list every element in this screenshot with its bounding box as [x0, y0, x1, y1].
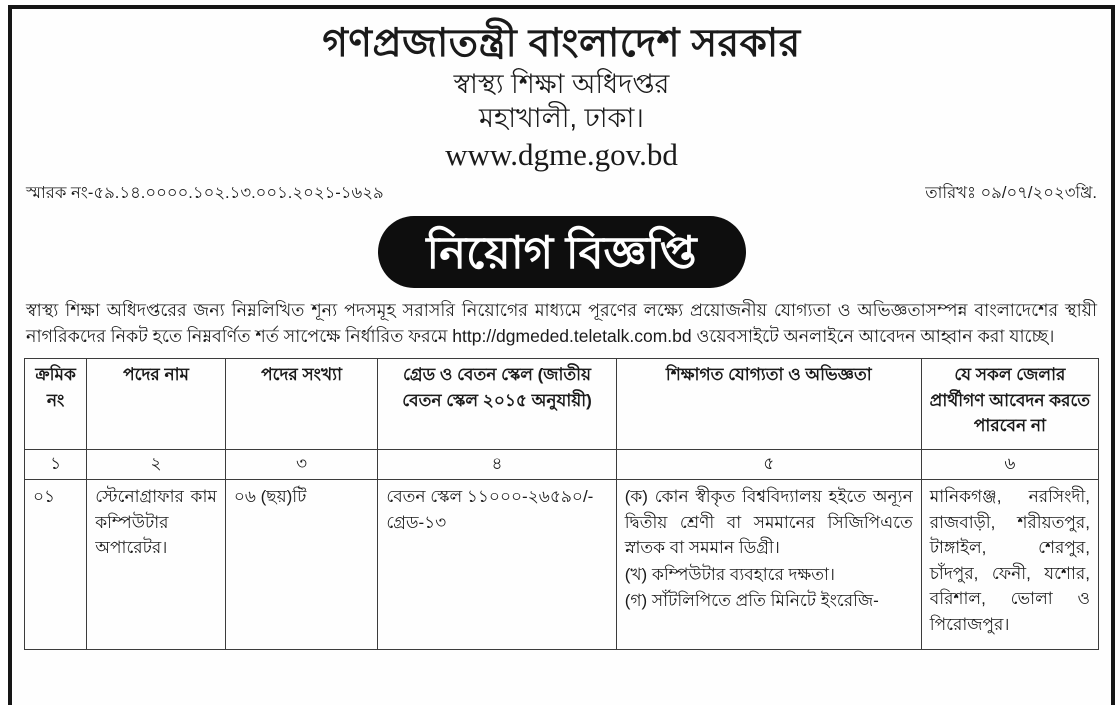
grade-pay-line: গ্রেড-১৩	[386, 512, 447, 532]
header-qualifications: শিক্ষাগত যোগ্যতা ও অভিজ্ঞতা	[616, 359, 921, 450]
column-number-row	[25, 449, 1099, 480]
memo-number: স্মারক নং-৫৯.১৪.০০০০.১০২.১৩.০০১.২০২১-১৬২৯	[26, 184, 384, 203]
header-serial: ক্রমিক নং	[25, 359, 87, 450]
address-line: মহাখালী, ঢাকা।	[479, 102, 644, 133]
column-number-5: ৫	[616, 449, 921, 480]
directorate-title: স্বাস্থ্য শিক্ষা অধিদপ্তর	[453, 69, 670, 100]
column-number-3: ৩	[225, 449, 378, 480]
qualification-item: (ক) কোন স্বীকৃত বিশ্ববিদ্যালয় হইতে অন্যূন দ্বিতীয় শ্রেণী বা সমমানের সিজিপিএতে স্নাতক বা সমমান ডিগ্রী।	[624, 487, 913, 558]
memo-row	[24, 180, 1099, 207]
table-row	[25, 480, 1099, 650]
header-post-count: পদের সংখ্যা	[225, 359, 378, 450]
government-title: গণপ্রজাতন্ত্রী বাংলাদেশ সরকার	[322, 22, 801, 65]
cell-excluded-districts: মানিকগঞ্জ, নরসিংদী, রাজবাড়ী, শরীয়তপুর, টাঙ্গাইল, শেরপুর, চাঁদপুর, ফেনী, যশোর, বরিশাল, ভোলা ও পিরোজপুর।	[921, 480, 1098, 650]
qualification-item: (খ) কম্পিউটার ব্যবহারে দক্ষতা।	[624, 564, 835, 584]
document-header	[24, 21, 1099, 173]
grade-pay-line: বেতন স্কেল ১১০০০-২৬৫৯০/-	[386, 487, 594, 507]
website-url: www.dgme.gov.bd	[445, 136, 678, 172]
cell-grade-pay	[378, 480, 616, 650]
document-frame	[8, 5, 1115, 705]
cell-post-name: স্টেনোগ্রাফার কাম কম্পিউটার অপারেটর।	[87, 480, 226, 650]
notice-badge-wrapper	[24, 216, 1099, 288]
qualification-item: (গ) সাঁটলিপিতে প্রতি মিনিটে ইংরেজি-	[624, 591, 879, 611]
intro-paragraph: স্বাস্থ্য শিক্ষা অধিদপ্তরের জন্য নিম্নলিখিত শূন্য পদসমূহ সরাসরি নিয়োগের মাধ্যমে পূরণের লক্ষ্যে প্রয়োজনীয় যোগ্যতা ও অভিজ্ঞতাসম্পন্ন বাংলাদেশের স্থায়ী নাগরিকদের নিকট হতে নিম্নবর্ণিত শর্ত সাপেক্ষে নির্ধারিত ফরমে http://dgmeded.teletalk.com.bd ওয়েবসাইটে অনলাইনে আবেদন আহ্বান করা যাচ্ছে।	[26, 300, 1097, 347]
column-number-1: ১	[25, 449, 87, 480]
header-grade-pay: গ্রেড ও বেতন স্কেল (জাতীয় বেতন স্কেল ২০১৫ অনুযায়ী)	[378, 359, 616, 450]
column-number-4: ৪	[378, 449, 616, 480]
vacancy-table	[24, 358, 1099, 650]
cell-serial: ০১	[25, 480, 87, 650]
memo-date: তারিখঃ ০৯/০৭/২০২৩খ্রি.	[925, 184, 1097, 203]
header-post-name: পদের নাম	[87, 359, 226, 450]
header-excluded-districts: যে সকল জেলার প্রার্থীগণ আবেদন করতে পারবেন না	[921, 359, 1098, 450]
recruitment-notice-badge: নিয়োগ বিজ্ঞপ্তি	[378, 216, 746, 288]
column-number-2: ২	[87, 449, 226, 480]
cell-qualifications	[616, 480, 921, 650]
table-header-row	[25, 359, 1099, 450]
cell-post-count: ০৬ (ছয়)টি	[225, 480, 378, 650]
column-number-6: ৬	[921, 449, 1098, 480]
